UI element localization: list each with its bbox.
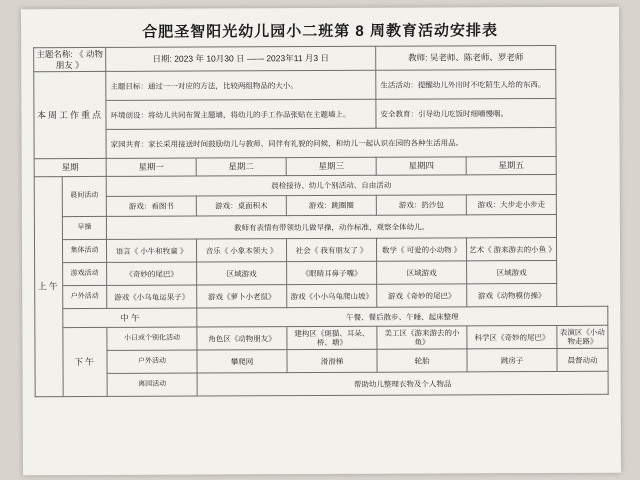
morning-exercise-row	[34, 215, 607, 240]
focus-life: 生活活动：提醒幼儿外出时不吃陌生人给的东西。	[376, 70, 556, 100]
group-activity-fri: 艺术《 游来游去的小鱼 》	[467, 238, 557, 261]
worksheet-page	[21, 7, 621, 476]
noon-merged: 午餐、餐后散步、午睡、起床整理	[197, 306, 608, 327]
date-cell	[106, 46, 376, 71]
outdoor-activity-mon: 游戏《小乌龟运果子》	[107, 285, 197, 308]
afternoon-outdoor-tue: 滑滑梯	[287, 350, 377, 373]
game-activity-fri: 区域游戏	[467, 261, 557, 284]
weekday-tue: 星期二	[196, 158, 286, 176]
weekday-label: 星期	[34, 159, 106, 177]
afternoon-outdoor-wed: 轮胎	[377, 349, 467, 372]
section-label-afternoon: 下午	[63, 328, 107, 397]
morning-game-thu: 游戏：扔沙包	[376, 195, 466, 215]
focus-row-1	[34, 70, 607, 101]
row-label-outdoor-activity: 户外活动	[63, 286, 107, 309]
game-activity-thu: 区域游戏	[377, 261, 467, 284]
afternoon-outdoor-row	[35, 348, 608, 373]
section-label-noon: 中 午	[63, 308, 197, 328]
group-activity-mon: 语言《 小牛和牧童 》	[107, 239, 197, 262]
afternoon-outdoor-fri: 晨督动动	[557, 348, 608, 371]
game-activity-row	[35, 260, 608, 285]
weekday-wed: 星期三	[286, 158, 376, 176]
noon-row	[35, 306, 608, 328]
morning-game-wed: 游戏：跳圈圈	[286, 196, 376, 216]
row-label-afternoon-outdoor: 户外活动	[107, 350, 197, 373]
focus-goal: 主题目标：通过一一对应的方法，比较两组物品的大小。	[106, 71, 376, 101]
row-label-departure: 离园活动	[107, 373, 197, 396]
game-activity-mon: 《奇妙的尾巴》	[107, 262, 197, 285]
group-activity-thu: 数学《 可爱的小动物 》	[377, 238, 467, 261]
schedule-table	[33, 45, 609, 398]
departure-merged: 帮助幼儿整理衣物及个人物品	[197, 371, 608, 396]
morning-game-fri: 游戏：大步走小步走	[466, 195, 556, 215]
row-label-morning-activity: 晨间活动	[62, 177, 106, 217]
morning-game-tue: 游戏：桌面积木	[196, 196, 286, 216]
individual-activity-thu: 科学区《奇妙的尾巴》	[467, 326, 557, 349]
focus-row-2	[34, 99, 607, 130]
worksheet-inner	[33, 17, 609, 466]
morning-reception-merged: 晨检接待、幼儿个别活动、自由活动	[106, 175, 556, 197]
outdoor-activity-wed: 游戏《小小乌龟爬山坡》	[287, 285, 377, 308]
row-label-game-activity: 游戏活动	[63, 263, 107, 286]
focus-environment: 环境创设：将幼儿共同布置主题墙，将幼儿的手工作品张贴在主题墙上。	[106, 100, 376, 130]
outdoor-activity-tue: 游戏《萝卜小老鼠》	[197, 285, 287, 308]
teacher-value: 吴老师、陈老师、罗老师	[429, 52, 524, 63]
theme-value: 《 动物朋友 》	[55, 48, 104, 70]
meta-row	[34, 45, 607, 72]
row-label-morning-exercise: 早操	[62, 217, 106, 240]
afternoon-outdoor-thu: 跳房子	[467, 349, 557, 372]
focus-safety: 安全教育：引导幼儿吃饭时细嚼慢咽。	[376, 99, 556, 129]
focus-row-label: 本周工作重点	[34, 72, 106, 159]
individual-activity-tue: 建构区《斑猫、耳朵、桥、塘》	[287, 327, 377, 350]
weekday-thu: 星期四	[376, 157, 466, 175]
weekday-fri: 星期五	[466, 157, 556, 175]
group-activity-wed: 社会《 我有朋友了 》	[287, 239, 377, 262]
theme-label-cell	[34, 47, 106, 72]
outdoor-activity-thu: 游戏《奇妙的尾巴》	[377, 284, 467, 307]
morning-exercise-merged: 教师有表情有带领幼儿做早操，动作标准，观察全体幼儿。	[106, 215, 556, 240]
morning-game-mon: 游戏：看图书	[106, 196, 196, 216]
theme-label: 主题名称:	[36, 49, 73, 60]
individual-activity-mon: 角色区《动物朋友》	[197, 327, 287, 350]
afternoon-outdoor-mon: 攀爬网	[197, 350, 287, 373]
outdoor-activity-row	[35, 283, 608, 308]
individual-activity-fri: 表演区《小动物走路》	[557, 325, 608, 348]
teacher-cell	[376, 45, 556, 70]
individual-activity-wed: 美工区《游来游去的小鱼》	[377, 326, 467, 349]
morning-reception-row-top	[34, 175, 607, 197]
page-title: 合肥圣智阳光幼儿园小二班第 8 周教育活动安排表	[142, 22, 498, 41]
departure-row	[35, 371, 608, 396]
weekday-mon: 星期一	[106, 158, 196, 176]
row-label-group-activity: 集体活动	[62, 240, 106, 263]
focus-row-3	[34, 128, 607, 159]
date-value: 2023 年 10月30 日 —— 2023年11 月3 日	[174, 53, 330, 64]
teacher-label: 教师:	[408, 52, 428, 63]
morning-reception-row-games	[34, 195, 607, 218]
game-activity-tue: 区域游戏	[197, 262, 287, 285]
outdoor-activity-fri: 游戏《动物模仿操》	[467, 284, 557, 307]
group-activity-row	[34, 237, 607, 262]
row-label-individual-activity: 小日或个别化活动	[107, 327, 197, 350]
game-activity-wed: 《眼睛耳鼻子嘴》	[287, 262, 377, 285]
group-activity-tue: 音乐《 小象本领大 》	[197, 239, 287, 262]
focus-home-school: 家园共育：家长采用接送时间鼓励幼儿与教师、同伴有礼貌的问候，和幼儿一起认识在园的各种生活用品。	[106, 128, 556, 159]
afternoon-individual-row	[35, 325, 608, 350]
section-label-morning: 上午	[34, 177, 63, 397]
date-label: 日期:	[152, 53, 172, 65]
